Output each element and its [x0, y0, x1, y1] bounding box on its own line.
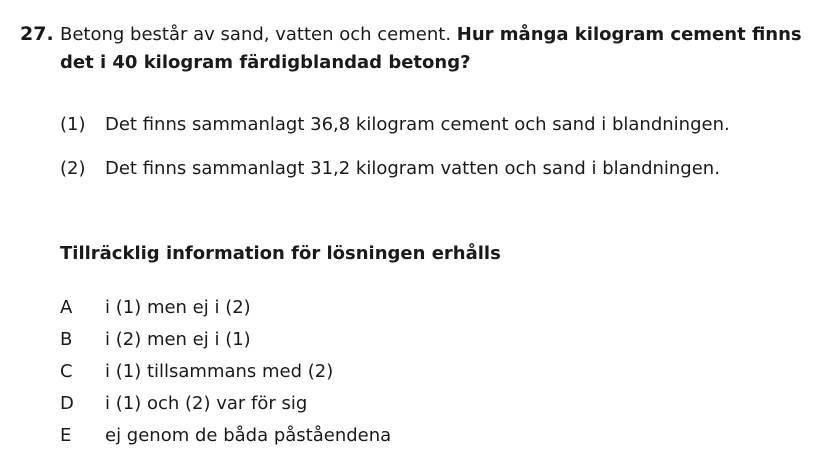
option-c[interactable] — [60, 360, 333, 384]
statement-1 — [60, 113, 730, 137]
statement-text: Det finns sammanlagt 36,8 kilogram cement och sand i blandningen. — [105, 114, 730, 135]
option-d[interactable] — [60, 392, 307, 416]
statement-number: (2) — [60, 158, 86, 179]
option-b[interactable] — [60, 328, 251, 352]
statement-2 — [60, 157, 720, 181]
option-letter: D — [60, 393, 74, 414]
statement-number: (1) — [60, 114, 86, 135]
option-text: i (1) tillsammans med (2) — [105, 361, 334, 382]
option-text: i (1) och (2) var för sig — [105, 393, 308, 414]
option-letter: C — [60, 361, 73, 382]
option-letter: B — [60, 329, 73, 350]
option-text: i (1) men ej i (2) — [105, 297, 251, 318]
instruction-heading: Tillräcklig information för lösningen erhålls — [60, 243, 501, 264]
option-letter: E — [60, 425, 72, 446]
option-text: ej genom de båda påståendena — [105, 425, 392, 446]
question-stem-question: Hur många kilogram cement finns det i 40 kilogram färdigblandad betong? — [60, 24, 802, 73]
option-e[interactable] — [60, 424, 391, 448]
option-text: i (2) men ej i (1) — [105, 329, 251, 350]
option-letter: A — [60, 297, 73, 318]
question-stem — [60, 21, 810, 77]
question-stem-intro: Betong består av sand, vatten och cement. — [60, 24, 457, 45]
statement-text: Det finns sammanlagt 31,2 kilogram vatten och sand i blandningen. — [105, 158, 720, 179]
option-a[interactable] — [60, 296, 251, 320]
question-number: 27. — [20, 23, 54, 45]
